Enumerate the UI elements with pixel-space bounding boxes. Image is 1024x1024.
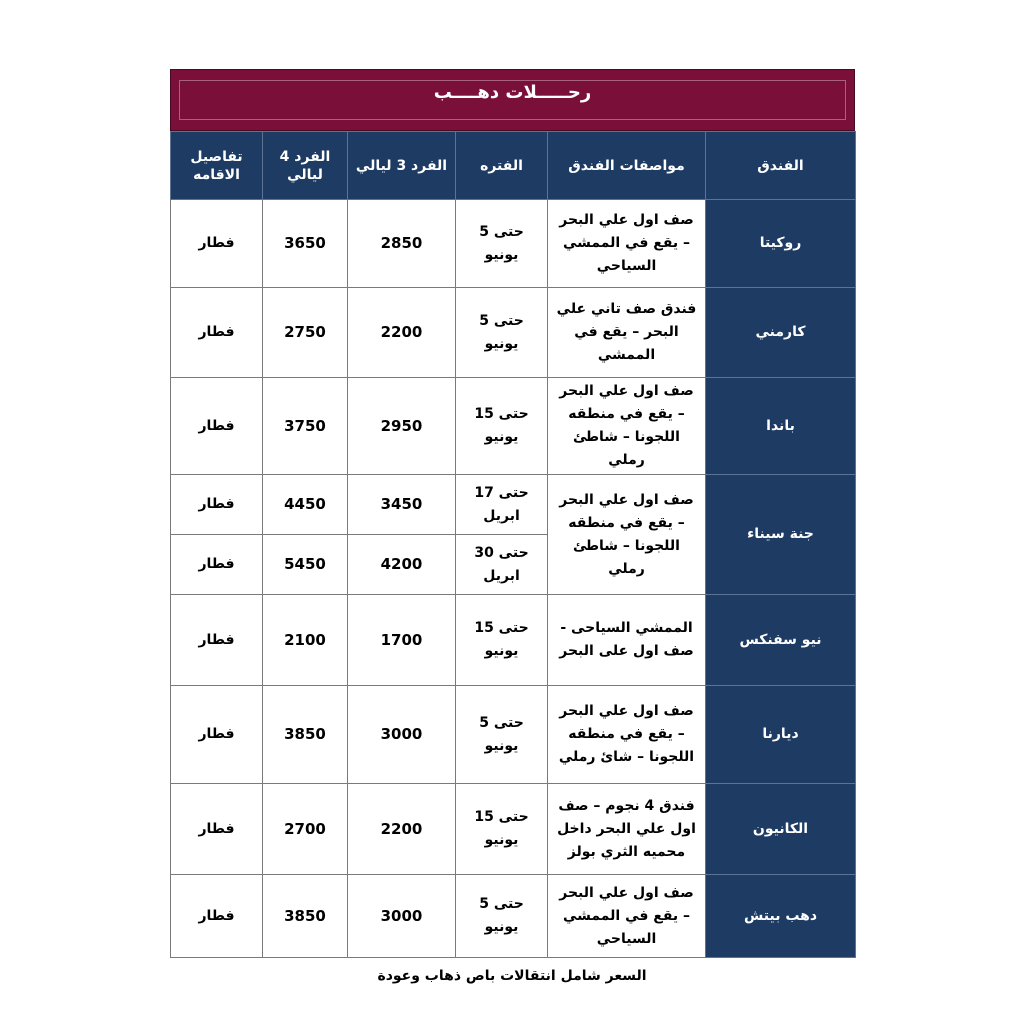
board-cell: فطار xyxy=(171,200,263,288)
board-cell: فطار xyxy=(171,535,263,595)
price-4-nights: 2750 xyxy=(263,288,348,378)
board-cell: فطار xyxy=(171,686,263,784)
header-description: مواصفات الفندق xyxy=(548,132,706,200)
hotel-description-text: الممشي السياحى - صف اول على البحر xyxy=(559,620,694,659)
hotel-name: جنة سيناء xyxy=(706,475,856,595)
board-cell: فطار xyxy=(171,595,263,686)
hotel-description xyxy=(548,784,706,875)
price-3-nights: 2950 xyxy=(348,378,456,475)
hotel-description-text: صف اول علي البحر – يقع في الممشي السياحي xyxy=(559,212,694,274)
price-3-nights: 1700 xyxy=(348,595,456,686)
header-board: تفاصيل الاقامه xyxy=(171,132,263,200)
price-3-nights: 2200 xyxy=(348,784,456,875)
table-row xyxy=(171,378,856,475)
header-hotel: الفندق xyxy=(706,132,856,200)
price-4-nights: 2700 xyxy=(263,784,348,875)
price-4-nights: 2100 xyxy=(263,595,348,686)
board-cell: فطار xyxy=(171,475,263,535)
table-row xyxy=(171,875,856,958)
header-period: الفتره xyxy=(456,132,548,200)
price-4-nights: 3650 xyxy=(263,200,348,288)
hotel-description-text: صف اول علي البحر – يقع في منطقه اللجونا – شاطئ رملي xyxy=(559,491,694,577)
hotel-name: ديارنا xyxy=(706,686,856,784)
hotel-description-text: صف اول علي البحر – يقع في منطقه اللجونا – شاطئ رملي xyxy=(559,383,694,468)
table-row xyxy=(171,200,856,288)
hotel-name: كارمني xyxy=(706,288,856,378)
price-3-nights: 4200 xyxy=(348,535,456,595)
hotel-description xyxy=(548,875,706,958)
price-table xyxy=(170,131,856,958)
period-cell: حتى 5 يونيو xyxy=(456,288,548,378)
price-4-nights: 3750 xyxy=(263,378,348,475)
hotel-description-text: فندق صف تاني علي البحر – يقع في الممشي xyxy=(556,301,697,363)
period-cell: حتى 15 يونيو xyxy=(456,595,548,686)
hotel-description xyxy=(548,378,706,475)
price-sheet xyxy=(170,69,855,958)
price-4-nights: 5450 xyxy=(263,535,348,595)
table-row xyxy=(171,288,856,378)
price-3-nights: 3000 xyxy=(348,686,456,784)
hotel-name: نيو سفنكس xyxy=(706,595,856,686)
price-4-nights: 4450 xyxy=(263,475,348,535)
table-row xyxy=(171,686,856,784)
period-cell: حتى 15 يونيو xyxy=(456,378,548,475)
hotel-name: الكانيون xyxy=(706,784,856,875)
header-price-3-nights: الفرد 3 ليالي xyxy=(348,132,456,200)
title-bar xyxy=(170,69,855,131)
period-cell: حتى 5 يونيو xyxy=(456,200,548,288)
period-cell: حتى 15 يونيو xyxy=(456,784,548,875)
hotel-description xyxy=(548,686,706,784)
table-row xyxy=(171,784,856,875)
hotel-description xyxy=(548,288,706,378)
price-3-nights: 3000 xyxy=(348,875,456,958)
hotel-description-text: صف اول علي البحر – يقع في الممشي السياحي xyxy=(559,884,694,947)
table-row xyxy=(171,475,856,535)
board-cell: فطار xyxy=(171,288,263,378)
period-cell: حتى 5 يونيو xyxy=(456,875,548,958)
price-3-nights: 3450 xyxy=(348,475,456,535)
period-cell: حتى 30 ابريل xyxy=(456,535,548,595)
price-3-nights: 2850 xyxy=(348,200,456,288)
price-4-nights: 3850 xyxy=(263,686,348,784)
period-cell: حتى 5 يونيو xyxy=(456,686,548,784)
hotel-description xyxy=(548,595,706,686)
hotel-description xyxy=(548,475,706,595)
hotel-description-text: صف اول علي البحر – يقع في منطقه اللجونا – شائ رملي xyxy=(558,703,695,765)
hotel-description xyxy=(548,200,706,288)
hotel-name: باندا xyxy=(706,378,856,475)
header-row xyxy=(171,132,856,200)
page-title: رحـــــلات دهــــب xyxy=(433,81,592,103)
price-3-nights: 2200 xyxy=(348,288,456,378)
table-row xyxy=(171,595,856,686)
hotel-name: دهب بيتش xyxy=(706,875,856,958)
hotel-description-text: فندق 4 نجوم – صف اول علي البحر داخل محميه الثري بولز xyxy=(557,797,696,860)
price-4-nights: 3850 xyxy=(263,875,348,958)
header-price-4-nights: الفرد 4 ليالي xyxy=(263,132,348,200)
footer-note: السعر شامل انتقالات باص ذهاب وعودة xyxy=(377,968,647,984)
hotel-name: روكيتا xyxy=(706,200,856,288)
period-cell: حتى 17 ابريل xyxy=(456,475,548,535)
board-cell: فطار xyxy=(171,378,263,475)
board-cell: فطار xyxy=(171,875,263,958)
board-cell: فطار xyxy=(171,784,263,875)
